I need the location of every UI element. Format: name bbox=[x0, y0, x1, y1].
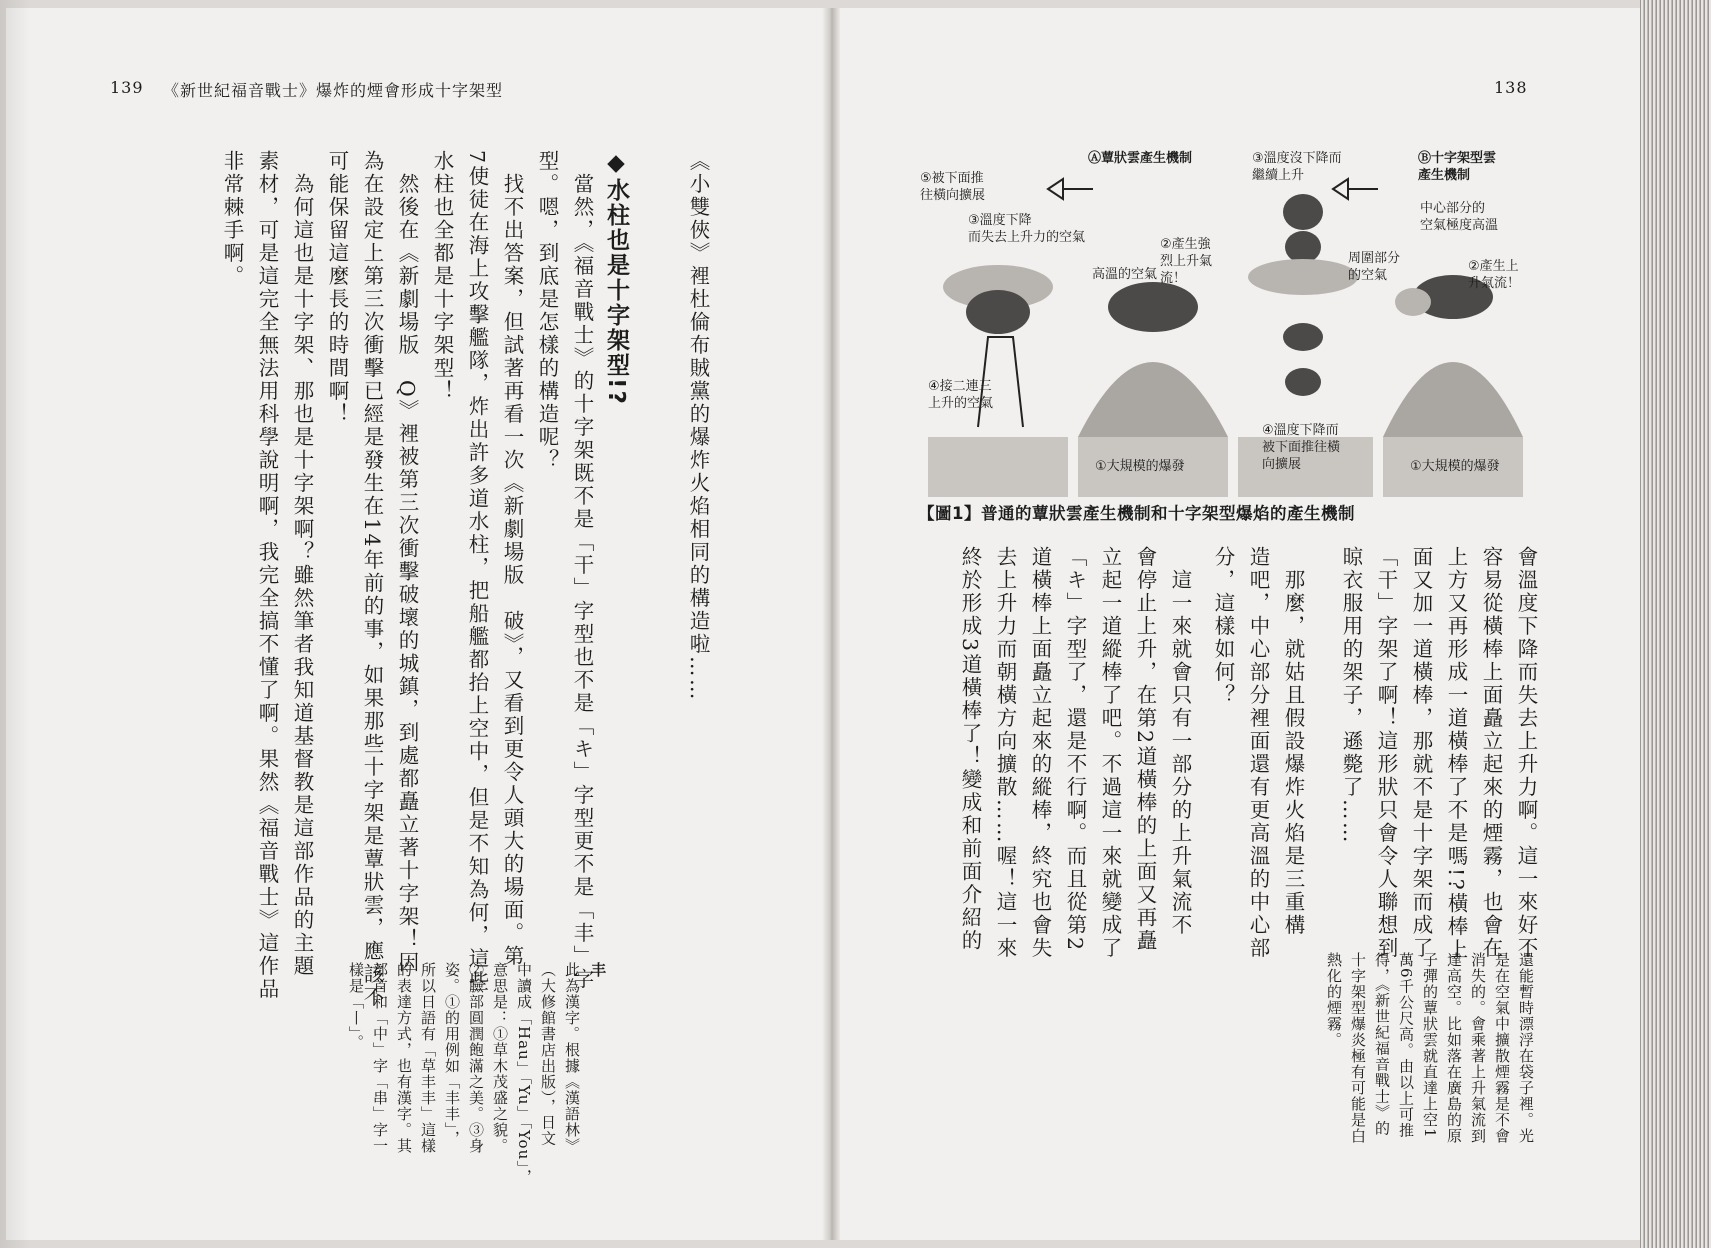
left-col-9: 然後在《新劇場版 Q》裡被第三次衝擊破壞的城鎮，到處都矗立著十字架！因 bbox=[395, 150, 419, 975]
page-edge-stack bbox=[1640, 0, 1711, 1248]
right-col-9: 分，這樣如何？ bbox=[1211, 546, 1235, 707]
label-b1: ①大規模的爆發 bbox=[1410, 459, 1500, 474]
right-note-6: 萬6千公尺高。由以上可推 bbox=[1397, 952, 1415, 1139]
right-note-1: 還能暫時漂浮在袋子裡。光 bbox=[1517, 952, 1535, 1144]
left-page-number: 139 bbox=[110, 78, 144, 97]
left-col-10: 為在設定上第三次衝擊已經是發生在14年前的事，如果那些十字架是蕈狀雲，應該不 bbox=[360, 150, 384, 1010]
cloud-a2 bbox=[966, 290, 1030, 334]
right-note-8: 十字架型爆炎極有可能是白 bbox=[1349, 952, 1367, 1144]
right-col-15: 去上升力而朝橫方向擴散……喔！這一來 bbox=[993, 546, 1017, 960]
right-col-3: 上方又再形成一道橫棒了不是嗎!?橫棒上 bbox=[1444, 546, 1468, 962]
right-note-3: 消失的。會乘著上升氣流到 bbox=[1469, 952, 1487, 1144]
label-a4: ④接二連三 上升的空氣 bbox=[928, 379, 994, 411]
right-page-number: 138 bbox=[1494, 78, 1528, 97]
right-col-10: 這一來就會只有一部分的上升氣流不 bbox=[1168, 546, 1192, 937]
right-col-11: 會停止上升，在第2道橫棒的上面又再矗 bbox=[1133, 546, 1157, 953]
left-col-5: 型。嗯，到底是怎樣的構造呢？ bbox=[535, 150, 559, 472]
right-note-5: 子彈的蕈狀雲就直達上空1 bbox=[1421, 952, 1439, 1139]
cloud-b3 bbox=[1248, 259, 1358, 295]
left-col-14: 非常棘手啊。 bbox=[220, 150, 244, 288]
left-col-12: 為何這也是十字架、那也是十字架啊？雖然筆者我知道基督教是這部作品的主題 bbox=[290, 150, 314, 978]
label-a3: ③溫度下降 而失去上升力的空氣 bbox=[968, 213, 1086, 245]
right-note-9: 熱化的煙霧。 bbox=[1325, 952, 1343, 1048]
figure-title-b: Ⓑ十字架型雲 產生機制 bbox=[1418, 151, 1497, 183]
figure-caption: 【圖1】普通的蕈狀雲產生機制和十字架型爆焰的產生機制 bbox=[918, 504, 1355, 523]
right-col-16: 終於形成3道橫棒了！變成和前面介紹的 bbox=[958, 546, 982, 953]
figure-title-a: Ⓐ蕈狀雲產生機制 bbox=[1088, 151, 1193, 166]
footnote-line: 姿。①的用例如「丰丰」， bbox=[443, 962, 461, 1147]
dome-a bbox=[1078, 362, 1228, 437]
cloud-b4 bbox=[1283, 323, 1323, 351]
right-col-14: 道橫棒上面矗立起來的縱棒，終究也會失 bbox=[1028, 546, 1052, 960]
section-heading: ◆水柱也是十字架型!? bbox=[603, 150, 629, 406]
right-col-7: 那麼，就姑且假設爆炸火焰是三重構 bbox=[1281, 546, 1305, 937]
left-col-13: 素材，可是這完全無法用科學說明啊，我完全搞不懂了啊。果然《福音戰士》這作品 bbox=[255, 150, 279, 1001]
label-a2: ②產生強 烈上升氣 流！ bbox=[1160, 237, 1213, 286]
cloud-b2 bbox=[1285, 231, 1321, 263]
left-col-1: 《小雙俠》裡杜倫布賊黨的爆炸火焰相同的構造啦…… bbox=[686, 150, 710, 702]
right-col-8: 造吧，中心部分裡面還有更高溫的中心部 bbox=[1246, 546, 1270, 960]
dome-b bbox=[1383, 362, 1523, 437]
left-col-11: 可能保留這麼長的時間啊！ bbox=[325, 150, 349, 426]
footnote-line: 此為漢字。根據《漢語林》 bbox=[563, 962, 581, 1154]
left-col-7: 7使徒在海上攻擊艦隊，炸出許多道水柱，把船艦都抬上空中，但是不知為何，這些 bbox=[465, 150, 489, 994]
footnote-line: （大修館書店出版），日文 bbox=[539, 962, 557, 1147]
cloud-b5 bbox=[1285, 368, 1321, 396]
edge-shadow bbox=[0, 0, 30, 1248]
footnote-line: 樣是「丨」。 bbox=[347, 962, 365, 1051]
right-col-6: 晾衣服用的架子，遜斃了…… bbox=[1339, 546, 1363, 845]
arrow-a-head bbox=[1048, 179, 1063, 199]
label-b3: ③溫度沒下降而 繼續上升 bbox=[1252, 151, 1342, 183]
label-a-hot: 高溫的空氣 bbox=[1092, 267, 1158, 282]
label-b4: ④溫度下降而 被下面推往橫 向擴展 bbox=[1262, 423, 1341, 472]
footnote-line: ②臉部圓潤飽滿之美。③身 bbox=[467, 962, 485, 1154]
left-col-6: 找不出答案，但試著再看一次《新劇場版 破》，又看到更令人頭大的場面。第 bbox=[500, 150, 524, 968]
right-col-13: 「キ」字型了，還是不行啊。而且從第2 bbox=[1063, 546, 1087, 953]
footnote-line: 部首和「中」字「串」字一 bbox=[371, 962, 389, 1154]
right-note-7: 得，《新世紀福音戰士》的 bbox=[1373, 952, 1391, 1137]
label-b-center: 中心部分的 空氣極度高溫 bbox=[1420, 201, 1499, 233]
left-col-4: 當然，《福音戰士》的十字架既不是「干」字型也不是「キ」字型更不是「丰」字 bbox=[570, 150, 594, 991]
right-note-2: 是在空氣中擴散煙霧是不會 bbox=[1493, 952, 1511, 1144]
footnote-line: 的表達方式，也有漢字。其 bbox=[395, 962, 413, 1154]
right-col-4: 面又加一道橫棒，那就不是十字架而成了 bbox=[1409, 546, 1433, 960]
footnote-line: 意思是：①草木茂盛之貌。 bbox=[491, 962, 509, 1154]
cloud-a3 bbox=[1108, 282, 1198, 332]
label-a5: ⑤被下面推 往橫向擴展 bbox=[920, 171, 986, 203]
left-col-8: 水柱也全都是十字架型！ bbox=[430, 150, 454, 403]
book-gutter bbox=[822, 8, 840, 1240]
right-col-2: 容易從橫棒上面矗立起來的煙霧，也會在 bbox=[1479, 546, 1503, 960]
footnote-line: 中讀成「Hau」「Yu」「You」， bbox=[515, 962, 533, 1185]
right-col-12: 立起一道縱棒了吧。不過這一來就變成了 bbox=[1098, 546, 1122, 960]
label-a1: ①大規模的爆發 bbox=[1095, 459, 1185, 474]
left-running-head: 《新世紀福音戰士》爆炸的煙會形成十字架型 bbox=[163, 81, 504, 100]
right-col-1: 會溫度下降而失去上升力啊。這一來好不 bbox=[1514, 546, 1538, 960]
cloud-b7 bbox=[1395, 288, 1431, 316]
cloud-b1 bbox=[1283, 194, 1323, 230]
ground-a-left bbox=[928, 437, 1068, 497]
right-col-5: 「干」字架了啊！這形狀只會令人聯想到 bbox=[1374, 546, 1398, 960]
right-note-4: 達高空。比如落在廣島的原 bbox=[1445, 952, 1463, 1144]
footnote-line: 所以日語有「草丰丰」這樣 bbox=[419, 962, 437, 1154]
label-b-around: 周圍部分 的空氣 bbox=[1348, 251, 1401, 283]
label-b2: ②產生上 升氣流！ bbox=[1468, 259, 1521, 291]
footnote-term: 丰 bbox=[589, 962, 607, 978]
